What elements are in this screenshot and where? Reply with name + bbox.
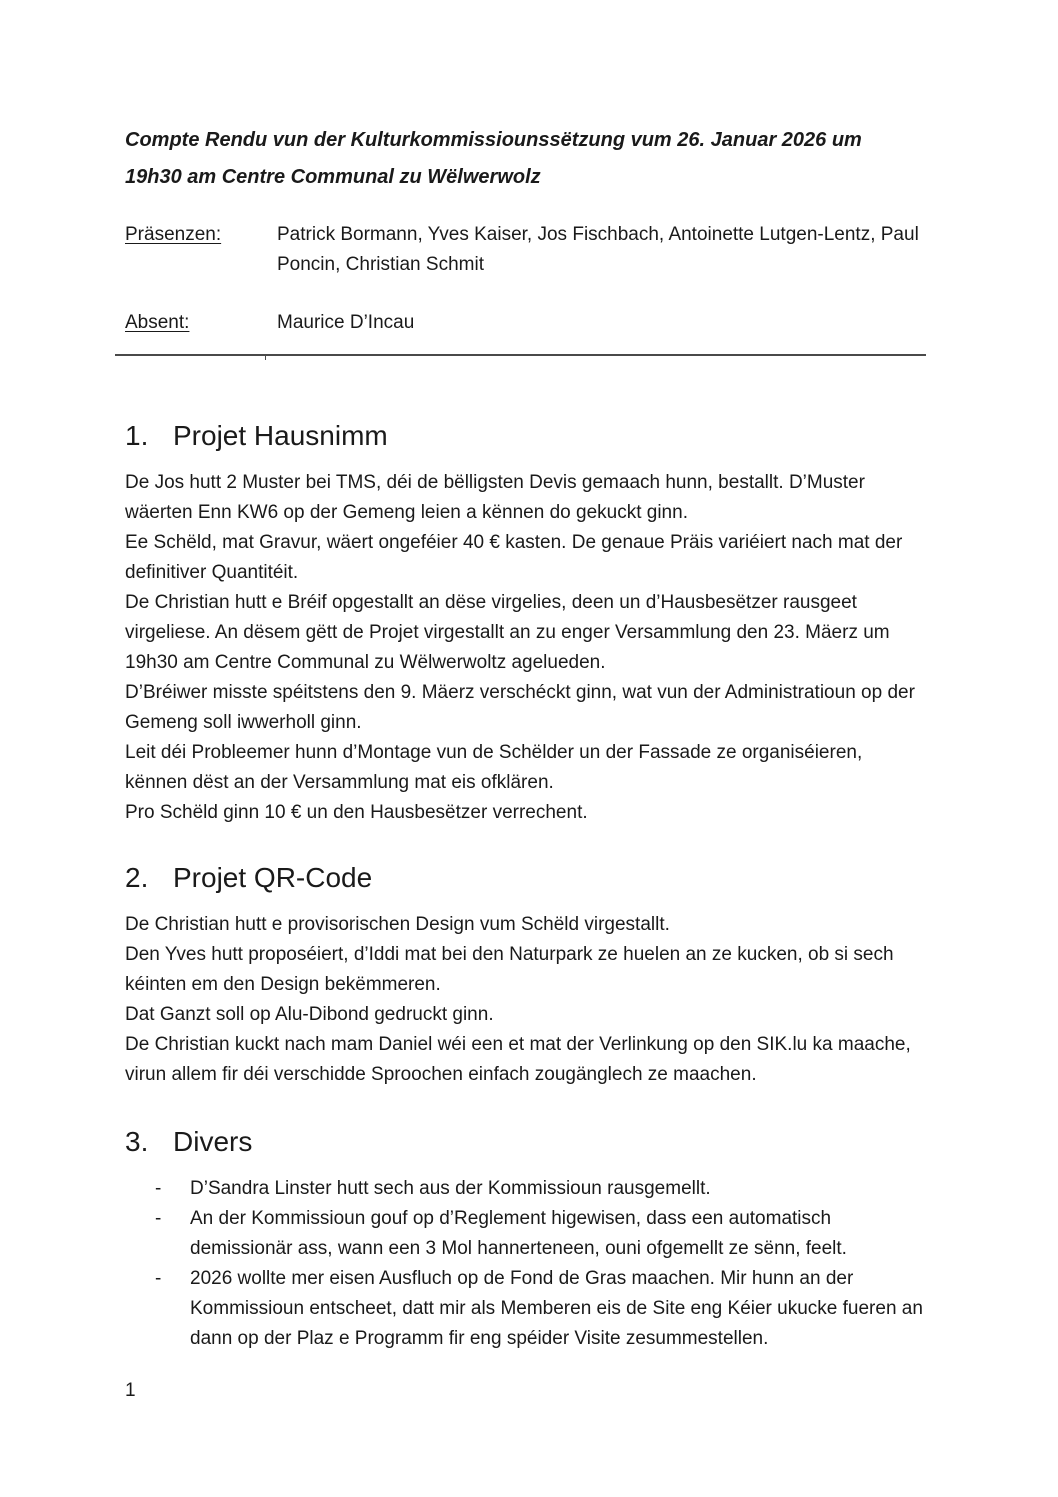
list-item [125,1174,924,1204]
section-1-body [125,468,924,828]
paragraph: Dat Ganzt soll op Alu-Dibond gedruckt ginn. [125,1004,494,1025]
paragraph: De Christian hutt e Bréif opgestallt an dëse virgelies, deen un d’Hausbesëtzer rausgeet virgeliese. An dësem gëtt de Projet virgestallt an zu enger Versammlung den 23. Mäerz um 19h30 am Centre Communal zu Wëlwerwoltz agelueden. [125,592,890,673]
bullet-marker: - [155,1178,162,1199]
bullet-marker: - [155,1268,162,1289]
present-row [125,220,924,280]
list-item [125,1264,924,1354]
document-title: Compte Rendu vun der Kulturkommissiounssëtzung vum 26. Januar 2026 um 19h30 am Centre Communal zu Wëlwerwolz [125,129,862,188]
attendance-block [125,220,924,338]
paragraph: De Jos hutt 2 Muster bei TMS, déi de bëlligsten Devis gemaach hunn, bestallt. D’Muster wäerten Enn KW6 op der Gemeng leien a kënnen do gekuckt ginn. [125,472,865,523]
paragraph: De Christian hutt e provisorischen Design vum Schëld virgestallt. [125,914,670,935]
section-3-heading [125,1124,924,1160]
section-3-body [125,1174,924,1354]
section-3-title: Divers [173,1126,253,1157]
paragraph: Pro Schëld ginn 10 € un den Hausbesëtzer verrechent. [125,802,588,823]
section-1-number: 1. [125,420,149,451]
absent-row [125,308,924,338]
page-number: 1 [125,1380,136,1401]
section-2-number: 2. [125,862,149,893]
section-2-title: Projet QR-Code [173,862,373,893]
bullet-text: An der Kommissioun gouf op d’Reglement higewisen, dass een automatisch demissionär ass, wann een 3 Mol hannerteneen, ouni ofgemellt ze sënn, feelt. [190,1208,847,1259]
paragraph: Den Yves hutt proposéiert, d’Iddi mat bei den Naturpark ze huelen an ze kucken, ob si sech kéinten em den Design bekëmmeren. [125,944,894,995]
present-label: Präsenzen: [125,224,222,245]
present-names: Patrick Bormann, Yves Kaiser, Jos Fischbach, Antoinette Lutgen-Lentz, Paul Poncin, Christian Schmit [277,224,919,275]
section-1-heading [125,418,924,454]
list-item [125,1204,924,1264]
bullet-marker: - [155,1208,162,1229]
absent-names: Maurice D’Incau [277,312,415,333]
paragraph: Ee Schëld, mat Gravur, wäert ongeféier 40 € kasten. De genaue Präis variéiert nach mat der definitiver Quantitéit. [125,532,903,583]
rule-tick [265,355,266,360]
paragraph: D’Bréiwer misste spéitstens den 9. Mäerz verschéckt ginn, wat vun der Administratioun op der Gemeng soll iwwerholl ginn. [125,682,915,733]
horizontal-rule [115,354,926,356]
section-2-body [125,910,924,1090]
section-1-title: Projet Hausnimm [173,420,388,451]
bullet-text: D’Sandra Linster hutt sech aus der Kommissioun rausgemellt. [190,1178,711,1199]
section-2-heading [125,860,924,896]
paragraph: De Christian kuckt nach mam Daniel wéi een et mat der Verlinkung op den SIK.lu ka maache, virun allem fir déi verschidde Sproochen einfach zougänglech ze maachen. [125,1034,911,1085]
bullet-text: 2026 wollte mer eisen Ausfluch op de Fond de Gras maachen. Mir hunn an der Kommissioun entscheet, datt mir als Memberen eis de Site eng Kéier ukucke fueren an dann op der Plaz e Programm fir eng spéider Visite zesummestellen. [190,1268,923,1349]
absent-label: Absent: [125,312,190,333]
section-3-number: 3. [125,1126,149,1157]
paragraph: Leit déi Probleemer hunn d’Montage vun de Schëlder un der Fassade ze organiséieren, kënnen dëst an der Versammlung mat eis ofklären. [125,742,863,793]
